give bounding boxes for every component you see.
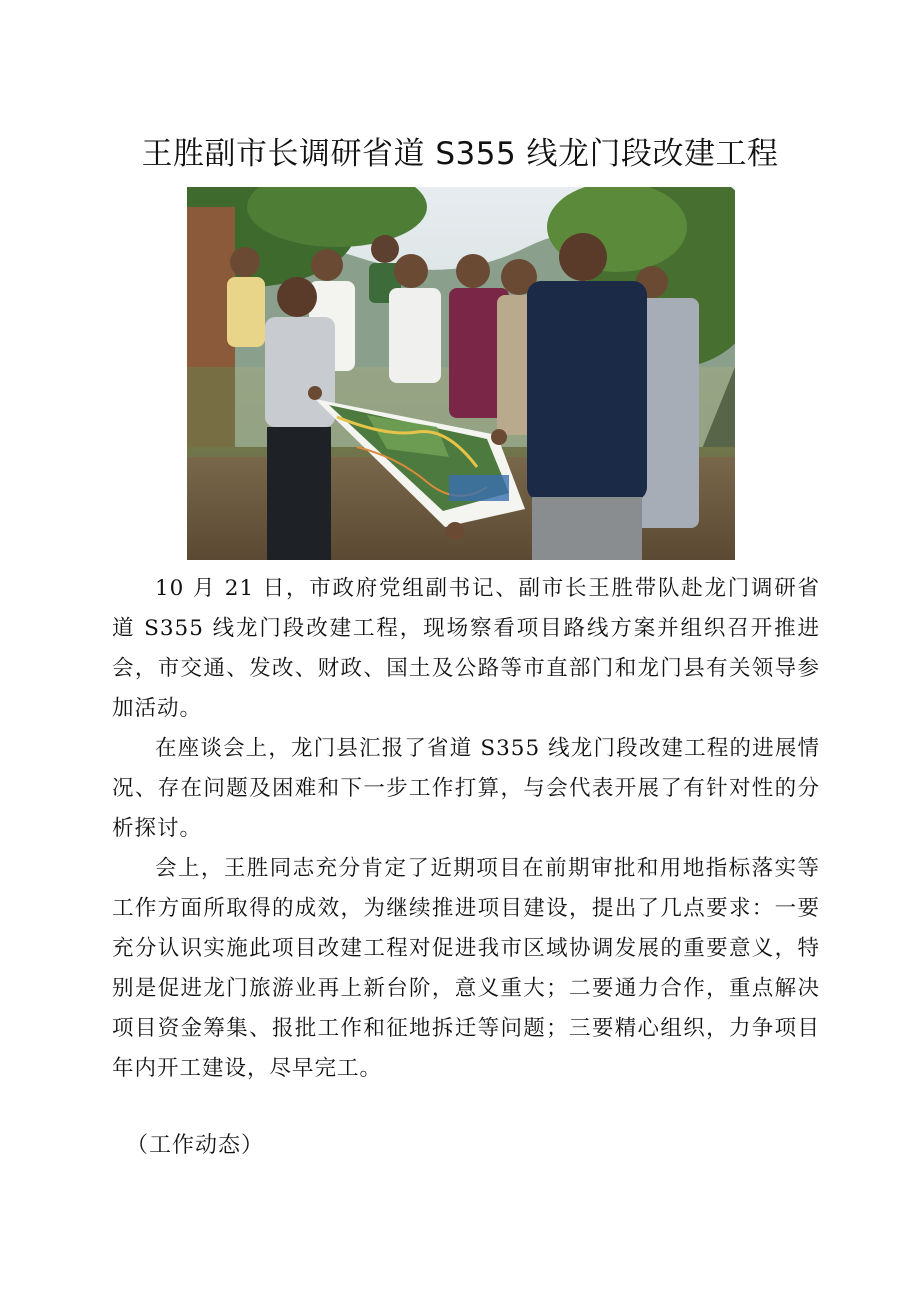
article-source: （工作动态） bbox=[126, 1133, 265, 1158]
article-photo bbox=[187, 187, 735, 560]
article-title: 王胜副市长调研省道 S355 线龙门段改建工程 bbox=[141, 136, 779, 172]
article-body bbox=[112, 569, 820, 1089]
article-paragraph: 在座谈会上，龙门县汇报了省道 S355 线龙门段改建工程的进展情况、存在问题及困难和下一步工作打算，与会代表开展了有针对性的分析探讨。 bbox=[112, 736, 820, 841]
article-paragraph: 10 月 21 日，市政府党组副书记、副市长王胜带队赴龙门调研省道 S355 线龙门段改建工程，现场察看项目路线方案并组织召开推进会，市交通、发改、财政、国土及公路等市直部门和龙门县有关领导参加活动。 bbox=[112, 576, 820, 721]
article-paragraph: 会上，王胜同志充分肯定了近期项目在前期审批和用地指标落实等工作方面所取得的成效，为继续推进项目建设，提出了几点要求：一要充分认识实施此项目改建工程对促进我市区域协调发展的重要意义，特别是促进龙门旅游业再上新台阶，意义重大；二要通力合作，重点解决项目资金筹集、报批工作和征地拆迁等问题；三要精心组织，力争项目年内开工建设，尽早完工。 bbox=[112, 856, 820, 1081]
